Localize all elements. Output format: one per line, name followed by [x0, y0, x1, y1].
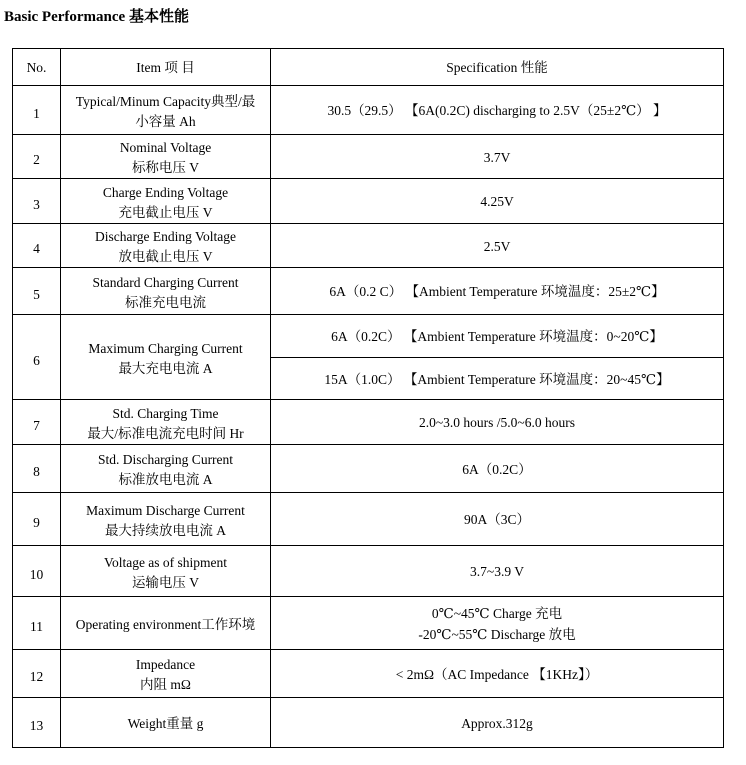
item-cell	[61, 597, 271, 650]
item-cell	[61, 86, 271, 135]
table-row	[13, 315, 724, 358]
table-row	[13, 445, 724, 493]
table-row	[13, 400, 724, 445]
specification-cell	[271, 493, 724, 546]
specification-cell	[271, 358, 724, 400]
table-row	[13, 597, 724, 650]
table-row	[13, 135, 724, 179]
specification-text-line: 2.5V	[483, 238, 511, 254]
row-number-cell: 11	[13, 597, 61, 650]
row-number-cell: 9	[13, 493, 61, 546]
row-number-cell: 12	[13, 650, 61, 698]
item-cell	[61, 445, 271, 493]
row-number-cell: 3	[13, 179, 61, 224]
item-text-line: 最大/标准电流充电时间 Hr	[87, 425, 244, 441]
specification-cell	[271, 179, 724, 224]
item-text-line: 最大充电电流 A	[118, 360, 213, 376]
item-text-line: 标称电压 V	[131, 160, 200, 175]
specification-cell	[271, 650, 724, 698]
specification-cell	[271, 315, 724, 358]
item-text-line: Operating environment工作环境	[75, 616, 256, 632]
item-text-line: 标准充电电流	[125, 294, 206, 310]
specification-cell	[271, 224, 724, 268]
item-cell	[61, 698, 271, 748]
specification-text-line: 3.7~3.9 V	[470, 564, 524, 580]
specification-text-line: Approx.312g	[461, 715, 533, 731]
table-body	[13, 86, 724, 748]
table-row	[13, 493, 724, 546]
specification-text-line: 0℃~45℃ Charge 充电	[431, 606, 563, 622]
item-text-line: Standard Charging Current	[92, 274, 239, 290]
row-number-cell: 13	[13, 698, 61, 748]
row-number-cell: 8	[13, 445, 61, 493]
item-text-line: 标准放电电流 A	[118, 472, 213, 487]
item-cell	[61, 135, 271, 179]
table-header-row	[13, 49, 724, 86]
item-cell	[61, 268, 271, 315]
item-text-line: Charge Ending Voltage	[102, 184, 229, 200]
item-text-line: Std. Discharging Current	[97, 452, 234, 468]
row-number-cell: 1	[13, 86, 61, 135]
column-header-item: Item 项 目	[61, 49, 271, 86]
specification-text-line: 6A（0.2C） 【Ambient Temperature 环境温度：0~20℃】	[331, 329, 663, 345]
item-text-line: 最大持续放电电流 A	[104, 522, 227, 538]
specification-text-line: 6A（0.2C）	[462, 461, 532, 477]
item-text-line: Impedance	[135, 657, 196, 673]
table-row	[13, 179, 724, 224]
specification-text-line: < 2mΩ（AC Impedance 【1KHz】）	[395, 666, 599, 682]
table-row	[13, 86, 724, 135]
item-text-line: Maximum Discharge Current	[86, 502, 245, 518]
item-text-line: Discharge Ending Voltage	[95, 229, 236, 245]
specification-text-line: 4.25V	[480, 194, 514, 210]
item-cell	[61, 400, 271, 445]
specification-cell	[271, 268, 724, 315]
specification-text-line: -20℃~55℃ Discharge 放电	[418, 626, 576, 642]
item-text-line: Nominal Voltage	[119, 140, 212, 156]
item-cell	[61, 493, 271, 546]
item-text-line: 小容量 Ah	[135, 113, 196, 129]
page-title: Basic Performance 基本性能	[4, 9, 189, 25]
row-number-cell: 4	[13, 224, 61, 268]
row-number-cell: 5	[13, 268, 61, 315]
specification-cell	[271, 86, 724, 135]
row-number-cell: 6	[13, 315, 61, 400]
item-cell	[61, 224, 271, 268]
item-text-line: 充电截止电压 V	[118, 204, 213, 220]
specification-text-line: 15A（1.0C） 【Ambient Temperature 环境温度：20~45℃】	[324, 371, 670, 387]
table-row	[13, 268, 724, 315]
item-text-line: Maximum Charging Current	[88, 340, 243, 356]
specification-cell	[271, 698, 724, 748]
row-number-cell: 2	[13, 135, 61, 179]
specification-cell	[271, 445, 724, 493]
column-header-specification: Specification 性能	[271, 49, 724, 86]
table-row	[13, 698, 724, 748]
item-cell	[61, 650, 271, 698]
column-header-no: No.	[13, 49, 61, 86]
specification-text-line: 2.0~3.0 hours /5.0~6.0 hours	[419, 415, 575, 431]
item-text-line: Std. Charging Time	[112, 405, 219, 421]
specification-text-line: 30.5（29.5） 【6A(0.2C) discharging to 2.5V（25±2℃） 】	[327, 103, 667, 119]
row-number-cell: 7	[13, 400, 61, 445]
item-cell	[61, 315, 271, 400]
specification-text-line: 3.7V	[483, 149, 511, 165]
item-text-line: Typical/Minum Capacity典型/最	[75, 93, 256, 109]
item-cell	[61, 546, 271, 597]
basic-performance-table	[12, 48, 724, 748]
table-row	[13, 650, 724, 698]
specification-cell	[271, 597, 724, 650]
specification-text-line: 6A（0.2 C） 【Ambient Temperature 环境温度：25±2℃】	[329, 284, 665, 300]
table-row	[13, 546, 724, 597]
specification-cell	[271, 135, 724, 179]
item-text-line: 内阻 mΩ	[140, 677, 191, 692]
item-text-line: Voltage as of shipment	[103, 554, 228, 570]
specification-cell	[271, 400, 724, 445]
item-text-line: 运输电压 V	[131, 574, 200, 590]
item-text-line: 放电截止电压 V	[118, 249, 213, 264]
row-number-cell: 10	[13, 546, 61, 597]
item-cell	[61, 179, 271, 224]
specification-cell	[271, 546, 724, 597]
item-text-line: Weight重量 g	[127, 716, 204, 732]
specification-text-line: 90A（3C）	[463, 512, 530, 528]
table-row	[13, 224, 724, 268]
